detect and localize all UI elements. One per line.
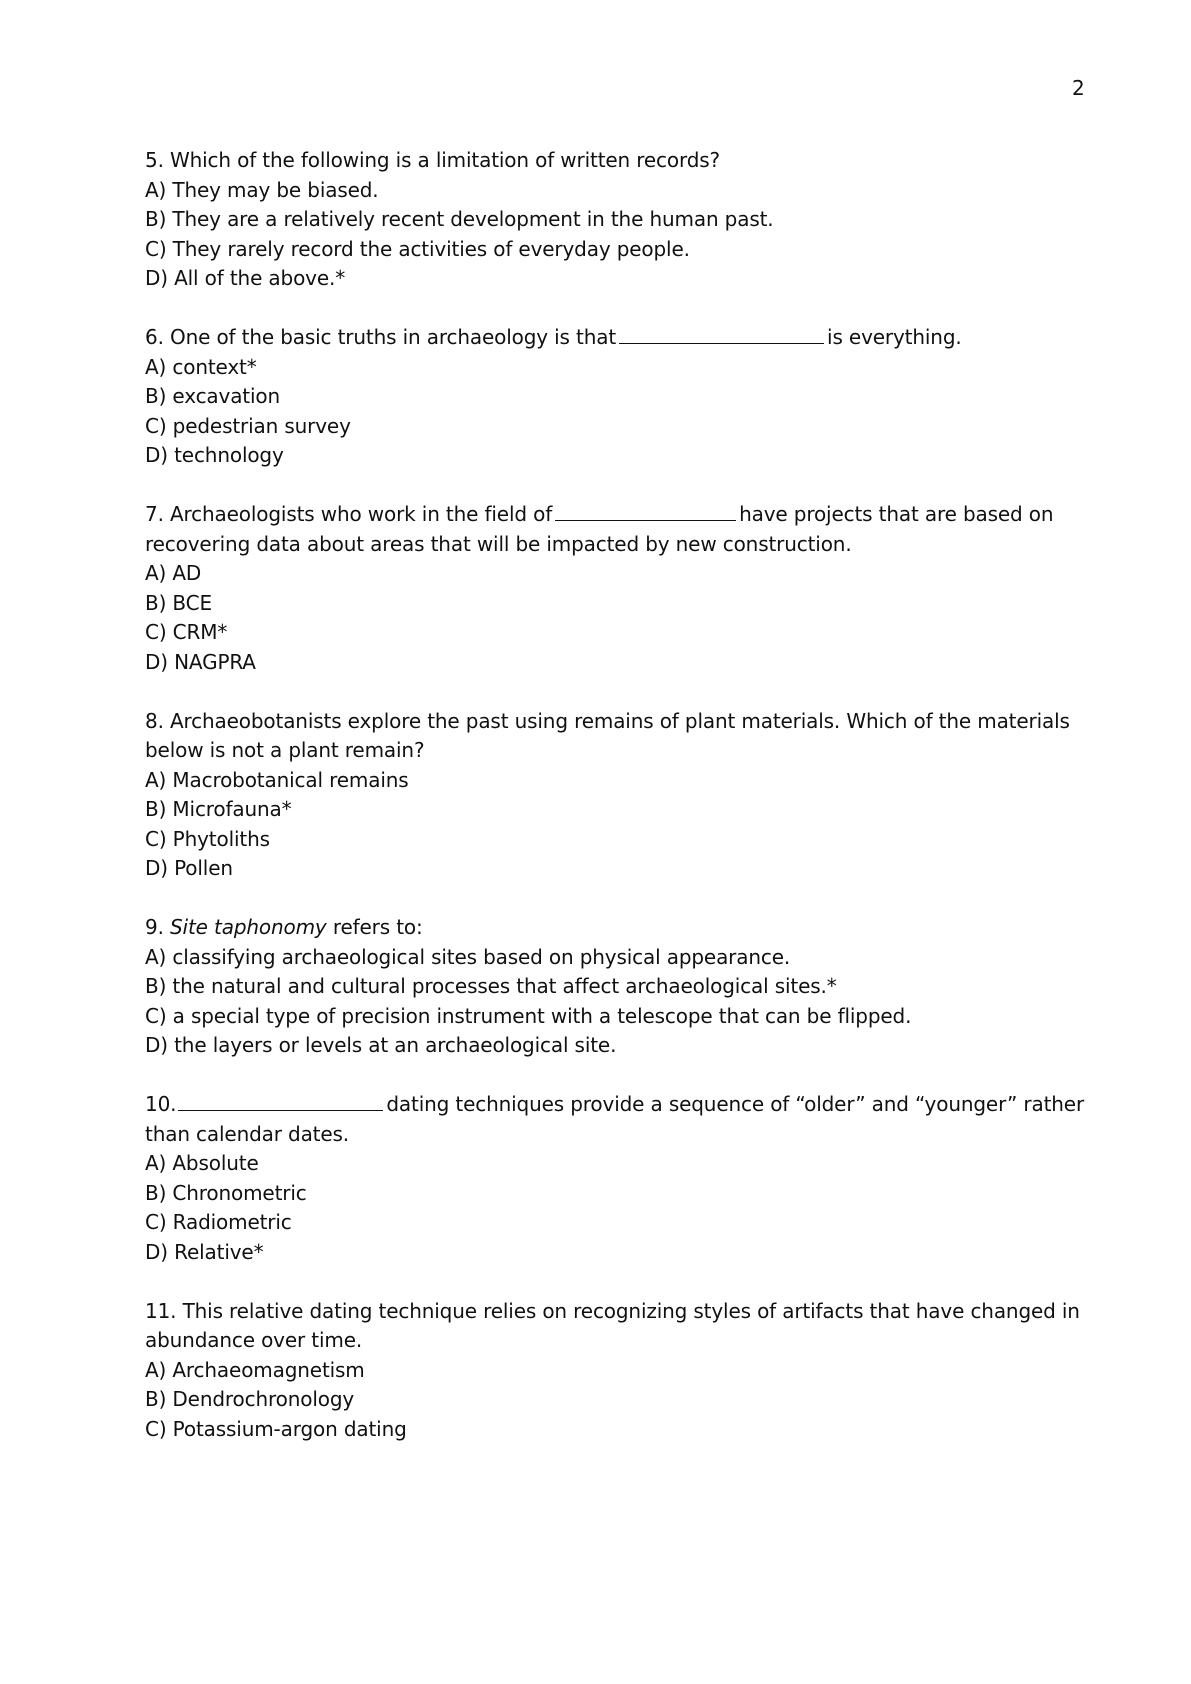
option-d: D) technology (145, 443, 284, 467)
answer-blank (555, 502, 736, 521)
option-d: D) Relative* (145, 1239, 264, 1264)
option-d: D) NAGPRA (145, 649, 256, 674)
question-8 (145, 707, 1085, 884)
stem-before-blank: 7. Archaeologists who work in the field of (145, 502, 553, 526)
option-b: B) Chronometric (145, 1180, 307, 1205)
option-a: A) Macrobotanical remains (145, 767, 409, 792)
stem-text: refers to: (332, 915, 423, 939)
option-b: B) Microfauna* (145, 797, 292, 821)
option-a: A) Archaeomagnetism (145, 1357, 365, 1382)
stem-after-blank: dating techniques provide a sequence of “older” and “younger” rather (386, 1092, 1085, 1116)
answer-blank (619, 325, 824, 344)
question-stem-line-2: than calendar dates. (145, 1121, 350, 1146)
option-c: C) pedestrian survey (145, 413, 351, 438)
question-9 (145, 913, 1085, 1061)
option-a: A) classifying archaeological sites based on physical appearance. (145, 944, 791, 969)
question-stem: 8. Archaeobotanists explore the past using remains of plant materials. Which of the materials (145, 708, 1070, 733)
quiz-content (145, 146, 1085, 1474)
stem-before-blank: 6. One of the basic truths in archaeology is that (145, 325, 617, 349)
option-b: B) excavation (145, 384, 281, 408)
option-a: A) AD (145, 561, 202, 585)
question-stem (145, 913, 1085, 943)
answer-blank (178, 1092, 383, 1111)
question-number: 10. (145, 1092, 177, 1116)
page-number: 2 (1072, 76, 1085, 100)
option-c: C) Potassium-argon dating (145, 1416, 407, 1441)
question-stem-line-2: below is not a plant remain? (145, 738, 425, 762)
question-stem: 5. Which of the following is a limitation of written records? (145, 148, 720, 172)
question-6 (145, 323, 1085, 471)
question-10 (145, 1090, 1085, 1267)
question-stem: 11. This relative dating technique relies on recognizing styles of artifacts that have changed in (145, 1298, 1080, 1323)
question-stem-line-2: recovering data about areas that will be impacted by new construction. (145, 531, 852, 556)
option-c: C) CRM* (145, 620, 228, 644)
stem-after-blank: have projects that are based on (739, 502, 1054, 526)
option-b: B) BCE (145, 590, 212, 615)
stem-after-blank: is everything. (827, 325, 962, 349)
key-term: Site taphonomy (170, 915, 327, 939)
option-c: C) Phytoliths (145, 826, 270, 851)
question-stem-line-2: abundance over time. (145, 1328, 363, 1352)
question-stem (145, 1090, 1085, 1120)
option-c: C) a special type of precision instrument with a telescope that can be flipped. (145, 1003, 912, 1028)
question-7 (145, 500, 1085, 677)
option-b: B) Dendrochronology (145, 1387, 355, 1411)
option-b: B) the natural and cultural processes that affect archaeological sites.* (145, 974, 837, 998)
question-number: 9. (145, 915, 164, 939)
option-c: C) They rarely record the activities of everyday people. (145, 236, 690, 261)
option-d: D) All of the above.* (145, 266, 346, 290)
question-stem (145, 500, 1085, 530)
option-a: A) They may be biased. (145, 177, 379, 202)
option-d: D) the layers or levels at an archaeological site. (145, 1033, 617, 1057)
question-stem (145, 323, 1085, 353)
option-d: D) Pollen (145, 856, 233, 880)
option-a: A) Absolute (145, 1151, 259, 1175)
option-a: A) context* (145, 354, 257, 379)
option-c: C) Radiometric (145, 1210, 292, 1234)
question-5 (145, 146, 1085, 294)
option-b: B) They are a relatively recent development in the human past. (145, 207, 774, 231)
question-11 (145, 1297, 1085, 1445)
